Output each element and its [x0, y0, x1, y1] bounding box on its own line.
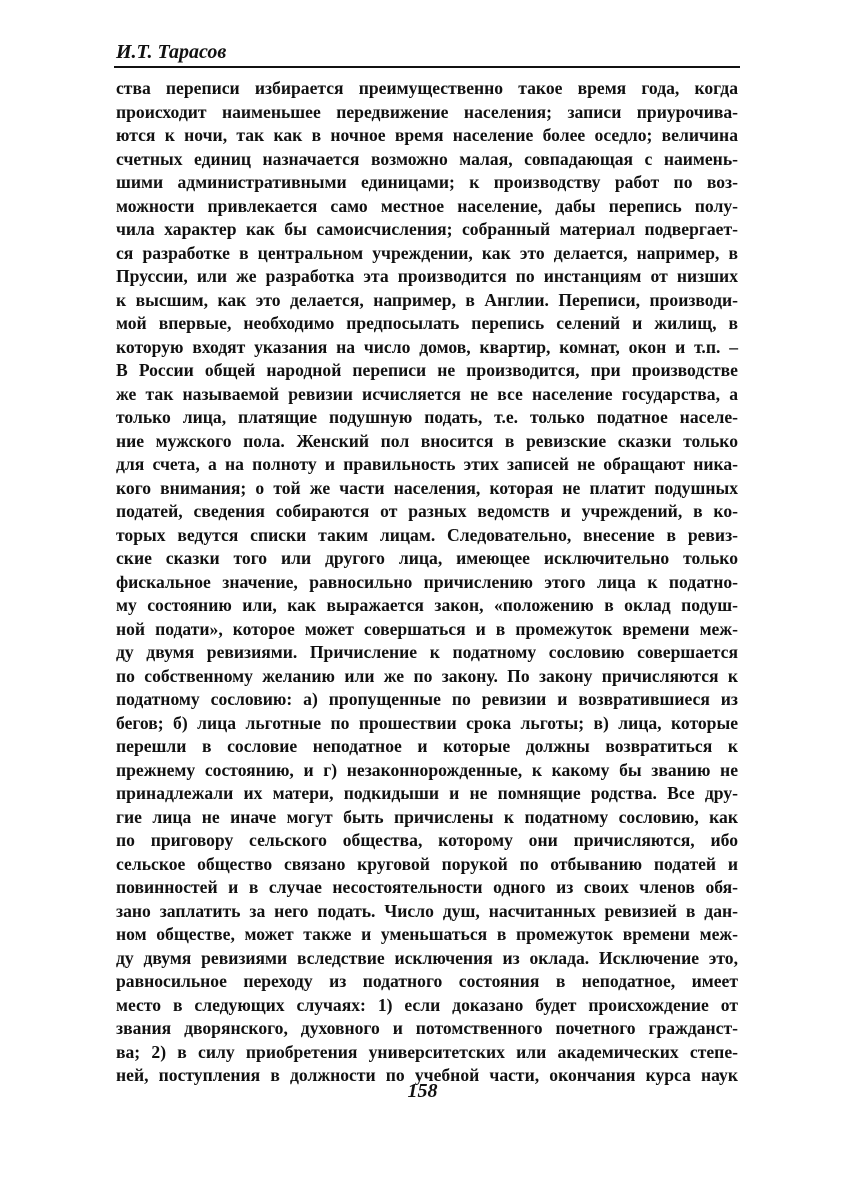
text-line: му состоянию или, как выражается закон, «положению в оклад подуш- — [116, 595, 738, 615]
text-line: торых ведутся списки таким лицам. Следовательно, внесение в ревиз- — [116, 524, 738, 545]
text-line: податному сословию: а) пропущенные по ревизии и возвратившиеся из — [116, 689, 738, 709]
text-line: по приговору сельского общества, которому они причисляются, ибо — [116, 830, 738, 850]
text-line: ся разработке в центральном учреждении, как это делается, например, в — [116, 242, 738, 263]
text-line: зано заплатить за него подать. Число душ, насчитанных ревизией в дан- — [116, 900, 738, 921]
text-line: ду двумя ревизиями. Причисление к податному сословию совершается — [116, 642, 738, 662]
text-line: происходит наименьшее передвижение населения; записи приурочива- — [116, 101, 738, 122]
text-line: по собственному желанию или же по закону. По закону причисляются к — [116, 665, 738, 686]
text-line: Пруссии, или же разработка эта производится по инстанциям от низших — [116, 266, 738, 286]
running-header: И.Т. Тарасов — [116, 41, 227, 63]
text-line: сельское общество связано круговой порукой по отбыванию податей и — [116, 853, 738, 874]
page-number: 158 — [407, 1080, 438, 1102]
text-line: же так называемой ревизии исчисляется не все население государства, а — [116, 383, 738, 404]
text-line: для счета, а на полноту и правильность этих записей не обращают ника- — [116, 454, 738, 474]
text-line: ва; 2) в силу приобретения университетских или академических степе- — [116, 1041, 738, 1062]
header-rule — [114, 66, 740, 68]
text-line: бегов; б) лица льготные по прошествии срока льготы; в) лица, которые — [116, 712, 738, 733]
text-line: перешли в сословие неподатное и которые должны возвратиться к — [116, 736, 738, 756]
text-line: ной подати», которое может совершаться и в промежуток времени меж- — [116, 618, 738, 639]
text-line: которую входят указания на число домов, квартир, комнат, окон и т.п. – — [116, 336, 738, 357]
text-line: шими административными единицами; к производству работ по воз- — [116, 172, 738, 192]
text-line: только лица, платящие подушную подать, т.е. только податное населе- — [116, 407, 738, 427]
text-line: к высшим, как это делается, например, в Англии. Переписи, производи- — [116, 289, 738, 310]
text-line: место в следующих случаях: 1) если доказано будет происхождение от — [116, 994, 738, 1015]
text-line: можности привлекается само местное население, дабы перепись полу- — [116, 195, 738, 216]
text-line: ном обществе, может также и уменьшаться в промежуток времени меж- — [116, 924, 738, 944]
text-line: кого внимания; о той же части населения, которая не платит подушных — [116, 477, 738, 498]
text-line: чила характер как бы самоисчисления; собранный материал подвергает- — [116, 219, 738, 239]
text-line: повинностей и в случае несостоятельности одного из своих членов обя- — [116, 877, 738, 897]
text-line: прежнему состоянию, и г) незаконнорожденные, к какому бы званию не — [116, 759, 738, 780]
text-line: ются к ночи, так как в ночное время население более оседло; величина — [116, 125, 738, 145]
text-line: счетных единиц назначается возможно малая, совпадающая с наимень- — [116, 148, 738, 169]
text-line: равносильное переходу из податного состояния в неподатное, имеет — [116, 971, 738, 991]
text-line: фискальное значение, равносильно причислению этого лица к податно- — [116, 571, 738, 592]
text-line: ней, поступления в должности по учебной части, окончания курса наук — [116, 1065, 738, 1085]
text-line: В России общей народной переписи не производится, при производстве — [116, 360, 738, 380]
text-line: ду двумя ревизиями вследствие исключения из оклада. Исключение это, — [116, 947, 738, 968]
text-line: ние мужского пола. Женский пол вносится в ревизские сказки только — [116, 430, 738, 451]
text-line: мой впервые, необходимо предпосылать перепись селений и жилищ, в — [116, 313, 738, 333]
text-line: принадлежали их матери, подкидыши и не помнящие родства. Все дру- — [116, 783, 738, 803]
text-line: податей, сведения собираются от разных ведомств и учреждений, в ко- — [116, 501, 738, 521]
text-line: ства переписи избирается преимущественно такое время года, когда — [116, 78, 738, 98]
text-line: гие лица не иначе могут быть причислены к податному сословию, как — [116, 806, 738, 827]
text-line: ские сказки того или другого лица, имеющее исключительно только — [116, 548, 738, 568]
text-line: звания дворянского, духовного и потомственного почетного гражданст- — [116, 1018, 738, 1038]
body-text — [116, 77, 738, 1088]
